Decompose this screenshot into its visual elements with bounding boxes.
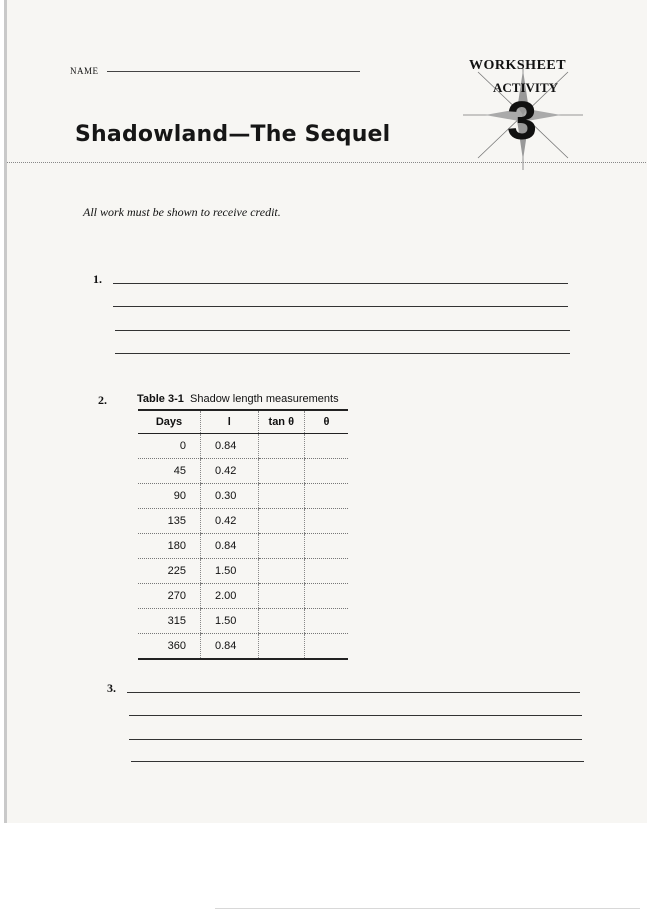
days-cell: 90 bbox=[138, 484, 200, 509]
days-cell: 45 bbox=[138, 459, 200, 484]
table-row bbox=[138, 634, 348, 660]
name-field[interactable] bbox=[107, 71, 360, 72]
instructions: All work must be shown to receive credit. bbox=[83, 205, 281, 219]
length-cell: 1.50 bbox=[200, 559, 258, 584]
length-cell: 0.84 bbox=[200, 634, 258, 660]
tan-cell[interactable] bbox=[258, 534, 304, 559]
tan-cell[interactable] bbox=[258, 609, 304, 634]
theta-cell[interactable] bbox=[305, 559, 348, 584]
answer-line[interactable] bbox=[129, 715, 582, 716]
answer-line[interactable] bbox=[115, 330, 570, 331]
length-cell: 0.84 bbox=[200, 534, 258, 559]
table-row bbox=[138, 459, 348, 484]
tan-cell[interactable] bbox=[258, 434, 304, 459]
theta-cell[interactable] bbox=[305, 484, 348, 509]
table-row bbox=[138, 484, 348, 509]
column-header: tan θ bbox=[258, 410, 304, 434]
table-row bbox=[138, 534, 348, 559]
days-cell: 135 bbox=[138, 509, 200, 534]
page-title: Shadowland—The Sequel bbox=[75, 122, 391, 147]
theta-cell[interactable] bbox=[305, 534, 348, 559]
table-row bbox=[138, 559, 348, 584]
question-number: 3. bbox=[107, 681, 116, 695]
activity-number: 3 bbox=[507, 91, 538, 151]
table-caption-text: Shadow length measurements bbox=[190, 393, 339, 405]
theta-cell[interactable] bbox=[305, 459, 348, 484]
answer-line[interactable] bbox=[127, 692, 580, 693]
worksheet-label: WORKSHEET bbox=[469, 58, 567, 73]
days-cell: 0 bbox=[138, 434, 200, 459]
shadow-length-table bbox=[138, 409, 348, 660]
table-row bbox=[138, 434, 348, 459]
length-cell: 2.00 bbox=[200, 584, 258, 609]
column-header: θ bbox=[305, 410, 348, 434]
days-cell: 180 bbox=[138, 534, 200, 559]
tan-cell[interactable] bbox=[258, 584, 304, 609]
length-cell: 1.50 bbox=[200, 609, 258, 634]
theta-cell[interactable] bbox=[305, 509, 348, 534]
tan-cell[interactable] bbox=[258, 509, 304, 534]
theta-cell[interactable] bbox=[305, 584, 348, 609]
table-header-row bbox=[138, 410, 348, 434]
days-cell: 225 bbox=[138, 559, 200, 584]
table-caption bbox=[137, 393, 339, 405]
answer-line[interactable] bbox=[131, 761, 584, 762]
column-header: l bbox=[200, 410, 258, 434]
table-row bbox=[138, 609, 348, 634]
tan-cell[interactable] bbox=[258, 634, 304, 660]
column-header: Days bbox=[138, 410, 200, 434]
table-row bbox=[138, 584, 348, 609]
theta-cell[interactable] bbox=[305, 609, 348, 634]
activity-label: ACTIVITY bbox=[493, 80, 559, 95]
question-number: 2. bbox=[98, 393, 107, 407]
length-cell: 0.30 bbox=[200, 484, 258, 509]
name-label: NAME bbox=[70, 66, 99, 76]
answer-line[interactable] bbox=[115, 353, 570, 354]
table-row bbox=[138, 509, 348, 534]
days-cell: 270 bbox=[138, 584, 200, 609]
length-cell: 0.42 bbox=[200, 459, 258, 484]
days-cell: 360 bbox=[138, 634, 200, 660]
days-cell: 315 bbox=[138, 609, 200, 634]
theta-cell[interactable] bbox=[305, 634, 348, 660]
table-caption-id: Table 3-1 bbox=[137, 393, 184, 405]
tan-cell[interactable] bbox=[258, 559, 304, 584]
theta-cell[interactable] bbox=[305, 434, 348, 459]
answer-line[interactable] bbox=[113, 283, 568, 284]
length-cell: 0.42 bbox=[200, 509, 258, 534]
question-number: 1. bbox=[93, 272, 102, 286]
answer-line[interactable] bbox=[113, 306, 568, 307]
divider bbox=[7, 162, 647, 163]
page-edge-line bbox=[215, 908, 640, 909]
tan-cell[interactable] bbox=[258, 484, 304, 509]
length-cell: 0.84 bbox=[200, 434, 258, 459]
worksheet-page bbox=[4, 0, 647, 823]
tan-cell[interactable] bbox=[258, 459, 304, 484]
answer-line[interactable] bbox=[129, 739, 582, 740]
